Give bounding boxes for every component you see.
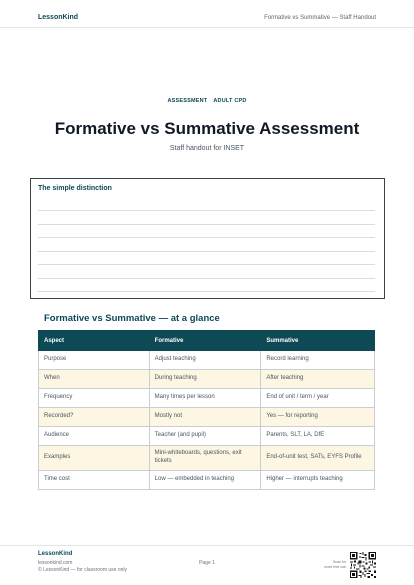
- table-cell: Frequency: [39, 389, 150, 408]
- table-row: [39, 446, 375, 471]
- table-cell: Many times per lesson: [149, 389, 261, 408]
- table-cell: Record learning: [261, 351, 375, 370]
- table-cell: Time cost: [39, 471, 150, 490]
- table-cell: After teaching: [261, 370, 375, 389]
- distinction-box: [30, 178, 385, 299]
- table-header-row: [39, 331, 375, 351]
- distinction-box-title: The simple distinction: [38, 185, 112, 192]
- glance-section-title: Formative vs Summative — at a glance: [44, 313, 220, 324]
- table-row: [39, 471, 375, 490]
- column-header-formative: Formative: [149, 331, 261, 351]
- table-cell: Recorded?: [39, 408, 150, 427]
- table-cell: During teaching: [149, 370, 261, 389]
- table-cell: End of unit / term / year: [261, 389, 375, 408]
- page-subtitle: Staff handout for INSET: [169, 145, 245, 152]
- writing-line: [38, 224, 375, 225]
- footer-brand: LessonKind: [38, 551, 73, 557]
- table-row: [39, 389, 375, 408]
- footer-url[interactable]: lessonkind.com: [38, 560, 73, 566]
- scan-note: [306, 560, 346, 569]
- eyebrow-tags: [0, 98, 414, 104]
- page-title: Formative vs Summative Assessment: [54, 119, 360, 138]
- writing-line: [38, 264, 375, 265]
- scan-note-line: Scan for: [332, 560, 346, 564]
- page-footer: [0, 545, 414, 585]
- footer-copyright: © LessonKind — for classroom use only: [38, 567, 128, 573]
- table-cell: Mini-whiteboards, questions, exit tickets: [149, 446, 261, 471]
- table-cell: Higher — interrupts teaching: [261, 471, 375, 490]
- writing-line: [38, 210, 375, 211]
- comparison-table: [38, 330, 375, 490]
- page-number: Page 1: [199, 560, 215, 566]
- page-header: [0, 0, 414, 28]
- table-cell: Parents, SLT, LA, DfE: [261, 427, 375, 446]
- table-cell: Purpose: [39, 351, 150, 370]
- scan-note-line: more free use: [324, 564, 346, 569]
- table-row: [39, 427, 375, 446]
- table-row: [39, 370, 375, 389]
- table-cell: Audience: [39, 427, 150, 446]
- table-cell: Low — embedded in teaching: [149, 471, 261, 490]
- eyebrow-tag-assessment: ASSESSMENT: [167, 98, 208, 104]
- writing-line: [38, 291, 375, 292]
- column-header-aspect: Aspect: [39, 331, 150, 351]
- writing-line: [38, 278, 375, 279]
- table-cell: When: [39, 370, 150, 389]
- column-header-summative: Summative: [261, 331, 375, 351]
- table-row: [39, 408, 375, 427]
- table-cell: Mostly not: [149, 408, 261, 427]
- writing-line: [38, 237, 375, 238]
- writing-line: [38, 251, 375, 252]
- header-doc-title: Formative vs Summative — Staff Handout: [264, 15, 376, 21]
- table-row: [39, 351, 375, 370]
- eyebrow-tag-cpd: ADULT CPD: [213, 98, 247, 104]
- brand-name: LessonKind: [38, 14, 79, 21]
- table-cell: Yes — for reporting: [261, 408, 375, 427]
- qr-code-icon[interactable]: [350, 552, 376, 578]
- table-cell: Examples: [39, 446, 150, 471]
- table-cell: Adjust teaching: [149, 351, 261, 370]
- table-cell: End-of-unit test, SATs, EYFS Profile: [261, 446, 375, 471]
- table-cell: Teacher (and pupil): [149, 427, 261, 446]
